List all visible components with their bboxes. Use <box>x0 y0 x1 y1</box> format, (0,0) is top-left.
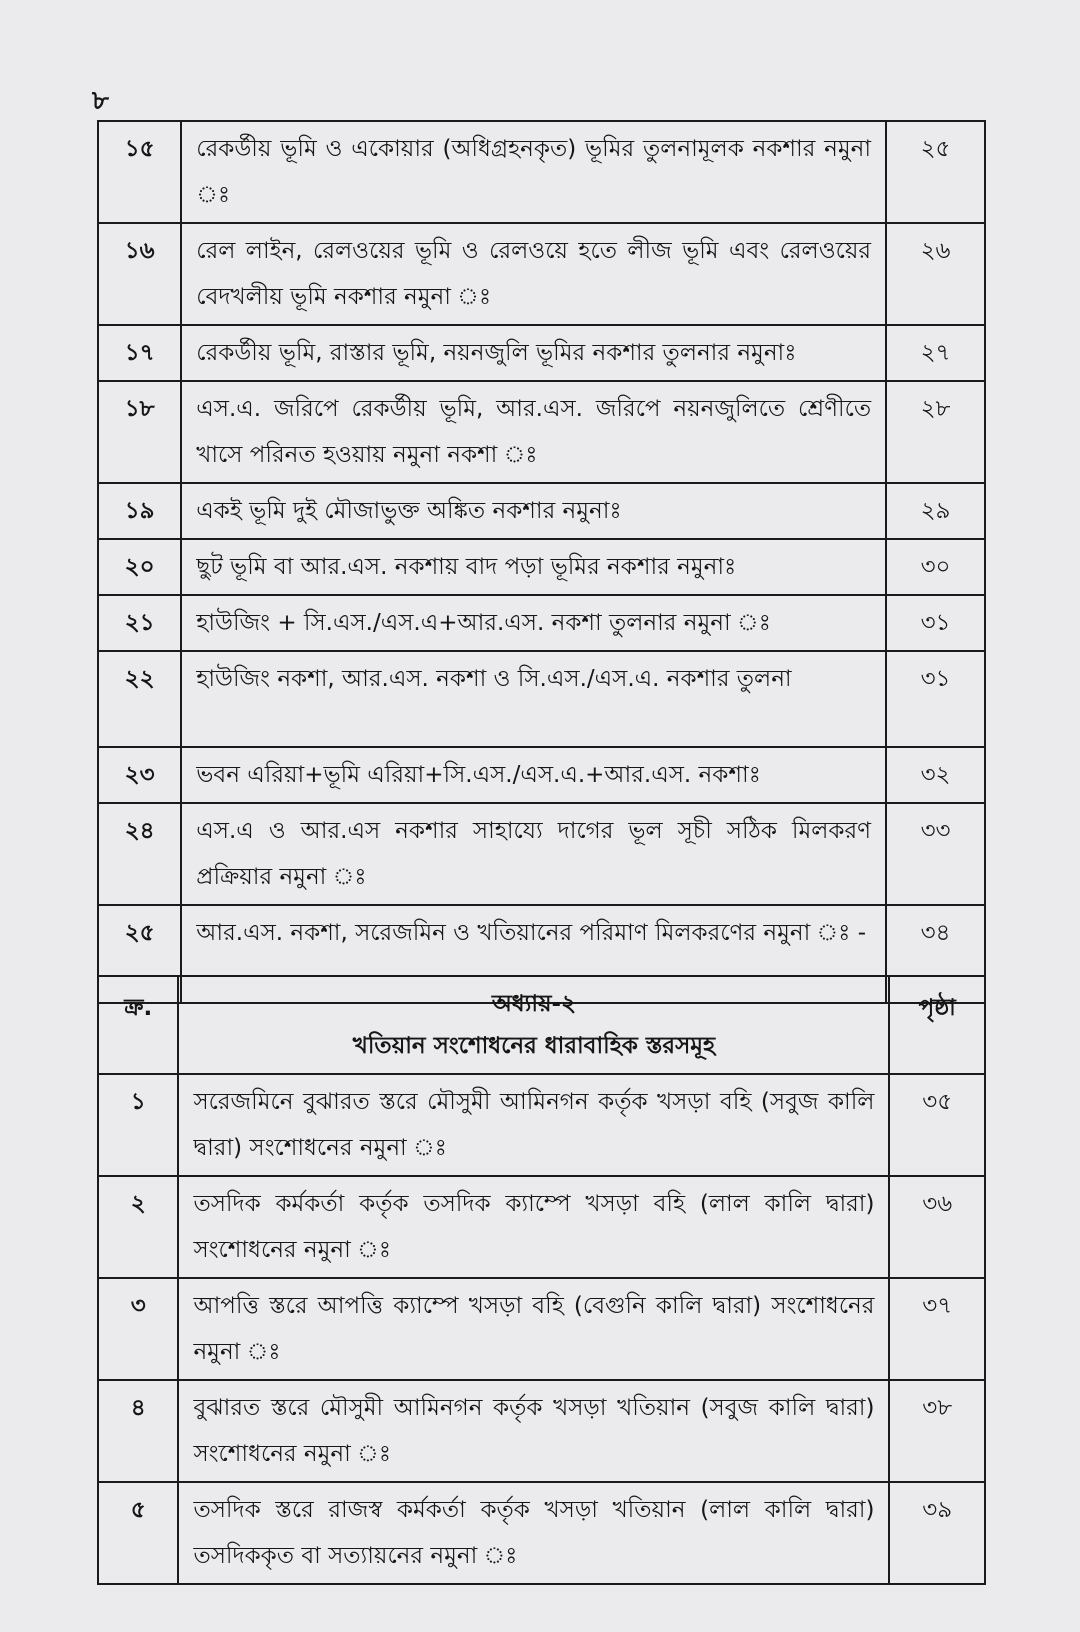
row-description: ভবন এরিয়া+ভূমি এরিয়া+সি.এস./এস.এ.+আর.এস. নকশাঃ <box>181 747 886 803</box>
row-page: ৩৬ <box>889 1176 985 1278</box>
table-row <box>98 595 985 651</box>
row-page: ৩৯ <box>889 1482 985 1584</box>
row-description: তসদিক কর্মকর্তা কর্তৃক তসদিক ক্যাম্পে খসড়া বহি (লাল কালি দ্বারা) সংশোধনের নমুনা ঃ <box>178 1176 889 1278</box>
table-row <box>98 223 985 325</box>
row-page: ৩১ <box>886 651 985 747</box>
table-row <box>98 1074 985 1176</box>
contents-table-chapter2 <box>97 975 986 1585</box>
row-number: ২১ <box>98 595 181 651</box>
row-description: একই ভূমি দুই মৌজাভুক্ত অঙ্কিত নকশার নমুনাঃ <box>181 483 886 539</box>
table-row <box>98 483 985 539</box>
row-number: ২৩ <box>98 747 181 803</box>
row-number: ২৫ <box>98 905 181 1003</box>
table-header-row <box>98 976 985 1074</box>
table-row <box>98 1380 985 1482</box>
chapter-subtitle: খতিয়ান সংশোধনের ধারাবাহিক স্তরসমূহ <box>352 1033 716 1059</box>
row-description: আপত্তি স্তরে আপত্তি ক্যাম্পে খসড়া বহি (বেগুনি কালি দ্বারা) সংশোধনের নমুনা ঃ <box>178 1278 889 1380</box>
table-row <box>98 325 985 381</box>
row-number: ১৮ <box>98 381 181 483</box>
row-page: ২৯ <box>886 483 985 539</box>
column-header-serial: ক্র. <box>98 976 178 1074</box>
row-description: রেকর্ডীয় ভূমি ও একোয়ার (অধিগ্রহনকৃত) ভূমির তুলনামূলক নকশার নমুনা ঃ <box>181 121 886 223</box>
row-page: ২৫ <box>886 121 985 223</box>
row-description: তসদিক স্তরে রাজস্ব কর্মকর্তা কর্তৃক খসড়া খতিয়ান (লাল কালি দ্বারা) তসদিককৃত বা সত্যায়নের নমুনা ঃ <box>178 1482 889 1584</box>
contents-table-part1 <box>97 120 986 1004</box>
row-number: ১৬ <box>98 223 181 325</box>
row-number: ২২ <box>98 651 181 747</box>
table-row <box>98 121 985 223</box>
row-page: ২৭ <box>886 325 985 381</box>
row-number: ১৯ <box>98 483 181 539</box>
row-description: এস.এ ও আর.এস নকশার সাহায্যে দাগের ভূল সূচী সঠিক মিলকরণ প্রক্রিয়ার নমুনা ঃ <box>181 803 886 905</box>
row-number: ২ <box>98 1176 178 1278</box>
row-page: ৩০ <box>886 539 985 595</box>
table-row <box>98 1482 985 1584</box>
row-description: ছুট ভূমি বা আর.এস. নকশায় বাদ পড়া ভূমির নকশার নমুনাঃ <box>181 539 886 595</box>
row-number: ১৭ <box>98 325 181 381</box>
row-number: ১ <box>98 1074 178 1176</box>
row-description: রেল লাইন, রেলওয়ের ভূমি ও রেলওয়ে হতে লীজ ভূমি এবং রেলওয়ের বেদখলীয় ভূমি নকশার নমুনা ঃ <box>181 223 886 325</box>
row-number: ৪ <box>98 1380 178 1482</box>
row-description: বুঝারত স্তরে মৌসুমী আমিনগন কর্তৃক খসড়া খতিয়ান (সবুজ কালি দ্বারা) সংশোধনের নমুনা ঃ <box>178 1380 889 1482</box>
row-page: ৩১ <box>886 595 985 651</box>
row-number: ২৪ <box>98 803 181 905</box>
row-page: ৩২ <box>886 747 985 803</box>
row-page: ২৬ <box>886 223 985 325</box>
row-number: ২০ <box>98 539 181 595</box>
row-description: এস.এ. জরিপে রেকর্ডীয় ভূমি, আর.এস. জরিপে নয়নজুলিতে শ্রেণীতে খাসে পরিনত হওয়ায় নমুনা নকশা ঃ <box>181 381 886 483</box>
row-number: ৫ <box>98 1482 178 1584</box>
row-description: রেকর্ডীয় ভূমি, রাস্তার ভূমি, নয়নজুলি ভূমির নকশার তুলনার নমুনাঃ <box>181 325 886 381</box>
row-page: ৩৩ <box>886 803 985 905</box>
row-page: ৩৪ <box>886 905 985 1003</box>
page-number: ৮ <box>92 86 109 116</box>
column-header-page: পৃষ্ঠা <box>889 976 985 1074</box>
table-row <box>98 651 985 747</box>
table-row <box>98 1278 985 1380</box>
table-row <box>98 381 985 483</box>
row-page: ৩৮ <box>889 1380 985 1482</box>
chapter-title: অধ্যায়-২ <box>491 991 577 1017</box>
row-page: ৩৭ <box>889 1278 985 1380</box>
row-page: ৩৫ <box>889 1074 985 1176</box>
chapter-heading <box>178 976 889 1074</box>
table-row <box>98 1176 985 1278</box>
row-description: হাউজিং নকশা, আর.এস. নকশা ও সি.এস./এস.এ. নকশার তুলনা <box>181 651 886 747</box>
table-row <box>98 803 985 905</box>
row-description: সরেজমিনে বুঝারত স্তরে মৌসুমী আমিনগন কর্তৃক খসড়া বহি (সবুজ কালি দ্বারা) সংশোধনের নমুনা ঃ <box>178 1074 889 1176</box>
table-row <box>98 539 985 595</box>
row-description: আর.এস. নকশা, সরেজমিন ও খতিয়ানের পরিমাণ মিলকরণের নমুনা ঃ - <box>181 905 886 1003</box>
row-number: ৩ <box>98 1278 178 1380</box>
table-row <box>98 747 985 803</box>
row-description: হাউজিং + সি.এস./এস.এ+আর.এস. নকশা তুলনার নমুনা ঃ <box>181 595 886 651</box>
row-number: ১৫ <box>98 121 181 223</box>
row-page: ২৮ <box>886 381 985 483</box>
